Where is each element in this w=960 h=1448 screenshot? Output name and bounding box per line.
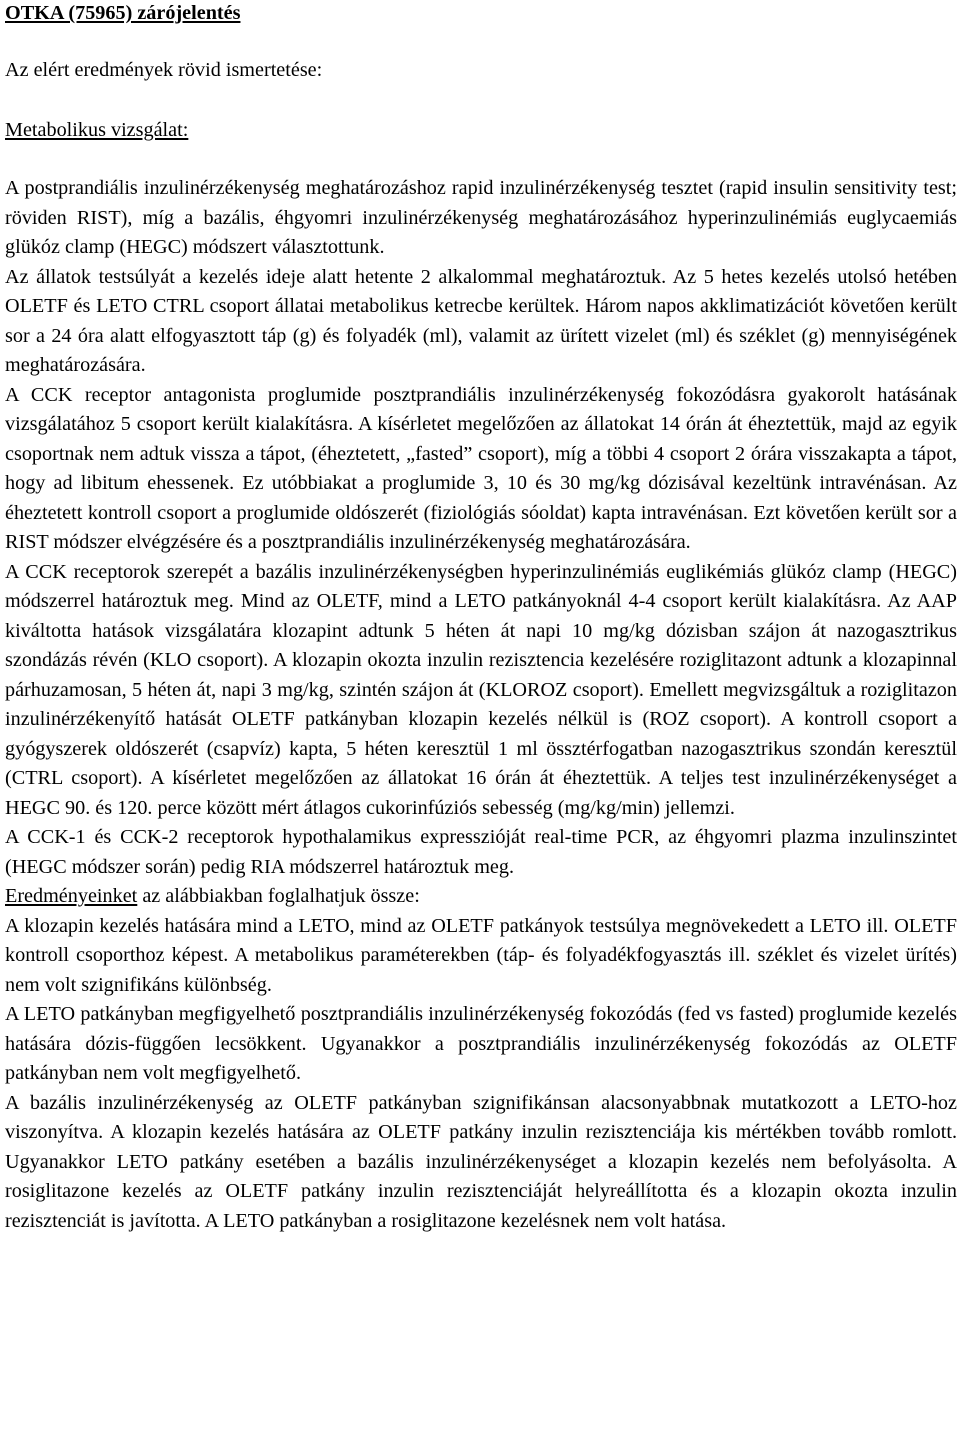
paragraph-proglumide: A CCK receptor antagonista proglumide posztprandiális inzulinérzékenység fokozódásra gyakorolt hatásának vizsgálatához 5 csoport került kialakításra. A kísérletet megelőzően az állatokat 14 órán át éheztettük, majd az egyik csoportnak nem adtuk vissza a tápot, (éheztetett, „fasted” csoport), míg a többi 4 csoport 2 órára visszakapta a tápot, hogy ad libitum ehessenek. Ez utóbbiakat a proglumide 3, 10 és 30 mg/kg dózisával kezeltünk intravénásan. Az éheztetett kontroll csoport a proglumide oldószerét (fiziológiás sóoldat) kapta intravénásan. Ezt követően került sor a RIST módszer elvégzésére és a posztprandiális inzulinérzékenység meghatározására. (5, 383, 957, 553)
summary-subtitle: Az elért eredmények rövid ismertetése: (5, 59, 323, 81)
report-title: OTKA (75965) zárójelentés (5, 2, 241, 24)
result-paragraph-basal: A bazális inzulinérzékenység az OLETF patkányban szignifikánsan alacsonyabbnak mutatkozott a LETO-hoz viszonyítva. A klozapin kezelés hatására az OLETF patkány inzulin rezisztenciája kis mértékben tovább romlott. Ugyanakkor LETO patkány esetében a bazális inzulinérzékenységet a klozapin kezelés nem befolyásolta. A rosiglitazone kezelés az OLETF patkány inzulin rezisztenciáját helyreállította és a klozapin okozta inzulin rezisztenciát is javította. A LETO patkányban a rosiglitazone kezelésnek nem volt hatása. (5, 1091, 957, 1232)
methods-block (5, 174, 957, 1236)
paragraph-body-weight: Az állatok testsúlyát a kezelés ideje alatt hetente 2 alkalommal meghatároztuk. Az 5 hetes kezelés utolsó hetében OLETF és LETO CTRL csoport állatai metabolikus ketrecbe kerültek. Három napos akklimatizációt követően került sor a 24 óra alatt elfogyasztott táp (g) és folyadék (ml), valamit az ürített vizelet (ml) és széklet (g) mennyiségének meghatározására. (5, 265, 957, 376)
results-label: Eredményeinket (5, 885, 138, 907)
results-intro-text: az alábbiakban foglalhatjuk össze: (137, 885, 420, 907)
paragraph-rist-hegc: A postprandiális inzulinérzékenység meghatározáshoz rapid inzulinérzékenység tesztet (rapid insulin sensitivity test; röviden RIST), míg a bazális, éhgyomri inzulinérzékenység meghatározásához hyperinzulinémiás euglycaemiás glükóz clamp (HEGC) módszert választottunk. (5, 177, 957, 258)
results-intro (5, 882, 957, 912)
paragraph-cck-receptors: A CCK receptorok szerepét a bazális inzulinérzékenységben hyperinzulinémiás euglikémiás glükóz clamp (HEGC) módszerrel határoztuk meg. Mind az OLETF, mind a LETO patkányoknál 4-4 csoport került kialakításra. Az AAP kiváltotta hatások vizsgálatára klozapint adtunk 5 héten át napi 10 mg/kg dózisban szájon át nazogasztrikus szondázás révén (KLO csoport). A klozapin okozta inzulin rezisztencia kezelésére roziglitazont adtunk a klozapinnal párhuzamosan, 5 héten át, napi 3 mg/kg, szintén szájon át (KLOROZ csoport). Emellett megvizsgáltuk a roziglitazon inzulinérzékenyítő hatását OLETF patkányban klozapin kezelés nélkül is (ROZ csoport). A kontroll csoport a gyógyszerek oldószerét (csapvíz) kapta, 5 héten keresztül 1 ml össztérfogatban nazogasztrikus szondán keresztül (CTRL csoport). A kísérletet megelőzően az állatokat 16 órán át éheztettük. A teljes test inzulinérzékenységet a HEGC 90. és 120. perce között mért átlagos cukorinfúziós sebesség (mg/kg/min) jellemzi. (5, 560, 957, 819)
result-paragraph-body-weight: A klozapin kezelés hatására mind a LETO, mind az OLETF patkányok testsúlya megnövekedett a LETO ill. OLETF kontroll csoporthoz képest. A metabolikus paraméterekben (táp- és folyadékfogyasztás ill. széklet és vizelet ürítés) nem volt szignifikáns különbség. (5, 914, 957, 996)
paragraph-pcr-ria: A CCK-1 és CCK-2 receptorok hypothalamikus expresszióját real-time PCR, az éhgyomri plazma inzulinszintet (HEGC módszer során) pedig RIA módszerrel határoztuk meg. (5, 826, 957, 878)
result-paragraph-postprandial: A LETO patkányban megfigyelhető posztprandiális inzulinérzékenység fokozódás (fed vs fasted) proglumide kezelés hatására dózis-függően lecsökkent. Ugyanakkor a posztprandiális inzulinérzékenység fokozódás az OLETF patkányban nem volt megfigyelhető. (5, 1003, 957, 1084)
section-heading-metabolic: Metabolikus vizsgálat: (5, 118, 189, 141)
